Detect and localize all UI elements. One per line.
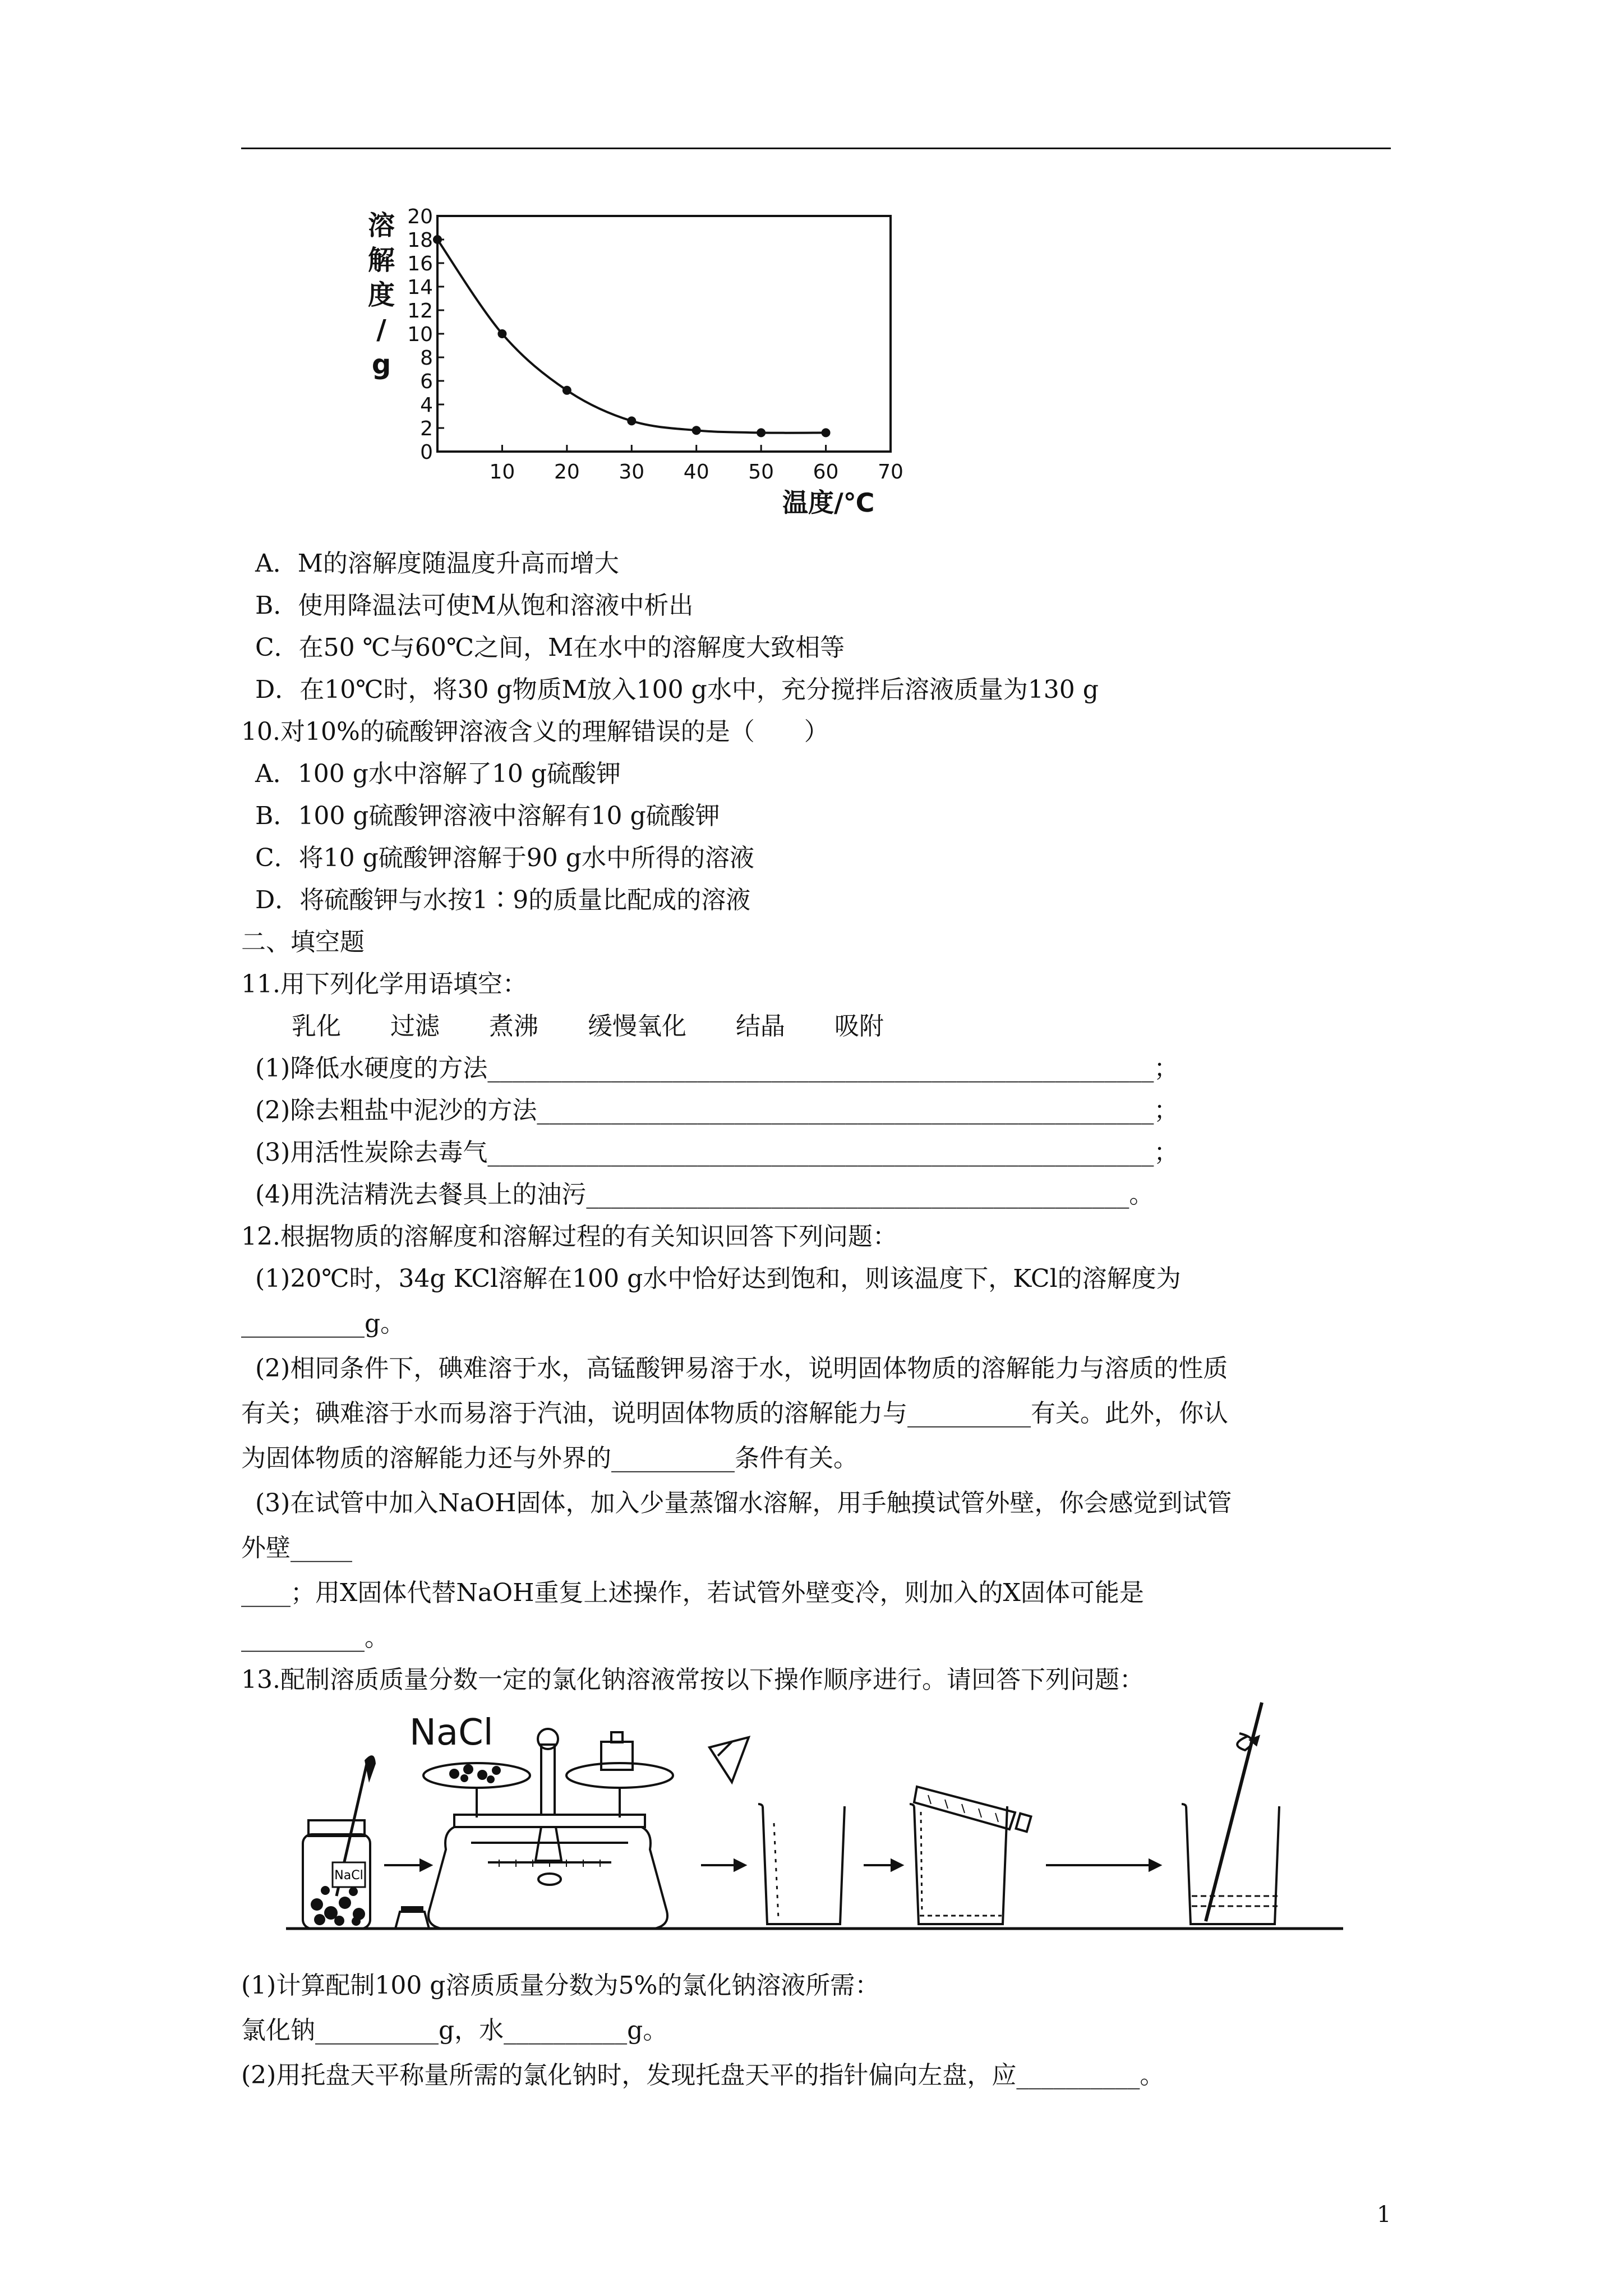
beaker-with-paper [709,1737,845,1924]
x-tick-label: 20 [554,461,580,484]
page-number: 1 [1377,2202,1391,2228]
q9-option-b: B．使用降温法可使M从饱和溶液中析出 [255,591,694,620]
q11-item-4: (4)用洗洁精洗去餐具上的油污____________________________________________。 [255,1180,1154,1209]
y-axis-label-char: g [371,349,391,380]
q12-line-7: 外壁_____ [241,1534,352,1562]
q11-item-1: (1)降低水硬度的方法______________________________________________________； [255,1054,1179,1083]
beaker-with-glass-rod [1182,1703,1279,1924]
y-tick-label: 14 [407,276,433,299]
q12-stem: 12.根据物质的溶解度和溶解过程的有关知识回答下列问题： [241,1222,897,1251]
q12-line-6: (3)在试管中加入NaOH固体，加入少量蒸馏水溶解，用手触摸试管外壁，你会感觉到试管 [255,1489,1232,1517]
q12-line-8: ____；用X固体代替NaOH重复上述操作，若试管外壁变冷，则加入的X固体可能是 [241,1579,1144,1607]
jar-label: NaCl [334,1869,363,1883]
solubility-curve [437,240,826,433]
y-tick-label: 8 [420,347,433,370]
stopper [395,1912,429,1929]
q9-option-c: C．在50 ℃与60℃之间，M在水中的溶解度大致相等 [255,633,845,662]
q12-line-1: (1)20℃时，34g KCl溶解在100 g水中恰好达到饱和，则该温度下，KCl的溶解度为 [255,1264,1181,1293]
q11-item-2: (2)除去粗盐中泥沙的方法__________________________________________________； [255,1096,1179,1125]
q12-line-4: 有关；碘难溶于水而易溶于汽油，说明固体物质的溶解能力与__________有关。此外，你认 [241,1399,1228,1428]
y-tick-label: 18 [407,229,433,252]
y-tick-label: 6 [420,370,433,393]
solubility-chart [359,202,909,522]
q13-line-2: 氯化钠__________g，水__________g。 [241,2016,668,2045]
q11-terms: 乳化 过滤 煮沸 缓慢氧化 结晶 吸附 [292,1012,884,1041]
data-point [822,428,831,437]
q13-line-1: (1)计算配制100 g溶质质量分数为5%的氯化钠溶液所需： [241,1971,880,2000]
y-tick-label: 10 [407,323,433,346]
data-point [562,386,571,395]
y-tick-label: 0 [420,441,433,464]
q12-line-2: __________g。 [241,1309,405,1338]
y-axis-label-char: 解 [367,245,395,276]
q10-option-b: B．100 g硫酸钾溶液中溶解有10 g硫酸钾 [255,802,720,830]
q9-option-d: D．在10℃时，将30 g物质M放入100 g水中，充分搅拌后溶液质量为130 g [255,675,1099,704]
data-point [692,426,701,435]
x-tick-label: 50 [748,461,774,484]
nacl-label: NaCl [409,1712,494,1754]
q9-option-a: A．M的溶解度随温度升高而增大 [255,549,619,578]
y-tick-label: 4 [420,394,433,417]
y-tick-label: 2 [420,417,433,440]
y-tick-label: 16 [407,252,433,275]
q13-stem: 13.配制溶质质量分数一定的氯化钠溶液常按以下操作顺序进行。请回答下列问题： [241,1665,1144,1694]
q10-option-c: C．将10 g硫酸钾溶解于90 g水中所得的溶液 [255,844,754,872]
reagent-jar [303,1755,376,1929]
balance [409,1712,673,1929]
q10-option-d: D．将硫酸钾与水按1∶9的质量比配成的溶液 [255,886,751,914]
data-point [497,329,506,338]
section-heading: 二、填空题 [241,928,365,956]
q12-line-3: (2)相同条件下，碘难溶于水，高锰酸钾易溶于水，说明固体物质的溶解能力与溶质的性质 [255,1354,1228,1383]
y-tick-label: 12 [407,300,433,323]
x-tick-label: 30 [619,461,645,484]
procedure-figure [286,1694,1352,1958]
y-axis-label-char: / [376,314,386,346]
y-axis-label-char: 度 [367,279,395,311]
header-rule [241,148,1391,149]
x-tick-label: 60 [813,461,839,484]
q13-line-3: (2)用托盘天平称量所需的氯化钠时，发现托盘天平的指针偏向左盘，应__________。 [241,2061,1165,2090]
q10-stem: 10.对10%的硫酸钾溶液含义的理解错误的是（ ） [241,717,829,746]
q10-option-a: A．100 g水中溶解了10 g硫酸钾 [255,760,621,788]
x-axis-label: 温度/℃ [782,487,875,518]
x-tick-label: 10 [489,461,515,484]
q11-item-3: (3)用活性炭除去毒气______________________________________________________； [255,1138,1179,1167]
measuring-cylinder [914,1787,1031,1832]
beaker-with-water [910,1804,1007,1924]
x-tick-label: 40 [683,461,709,484]
y-tick-label: 20 [407,205,433,228]
data-point [433,235,442,244]
q11-stem: 11.用下列化学用语填空： [241,970,527,999]
data-point [757,428,766,437]
x-tick-label: 70 [878,461,903,484]
y-axis-label-char: 溶 [367,210,395,241]
data-point [627,416,636,425]
q12-line-5: 为固体物质的溶解能力还与外界的__________条件有关。 [241,1444,858,1473]
q12-line-9: __________。 [241,1623,389,1652]
